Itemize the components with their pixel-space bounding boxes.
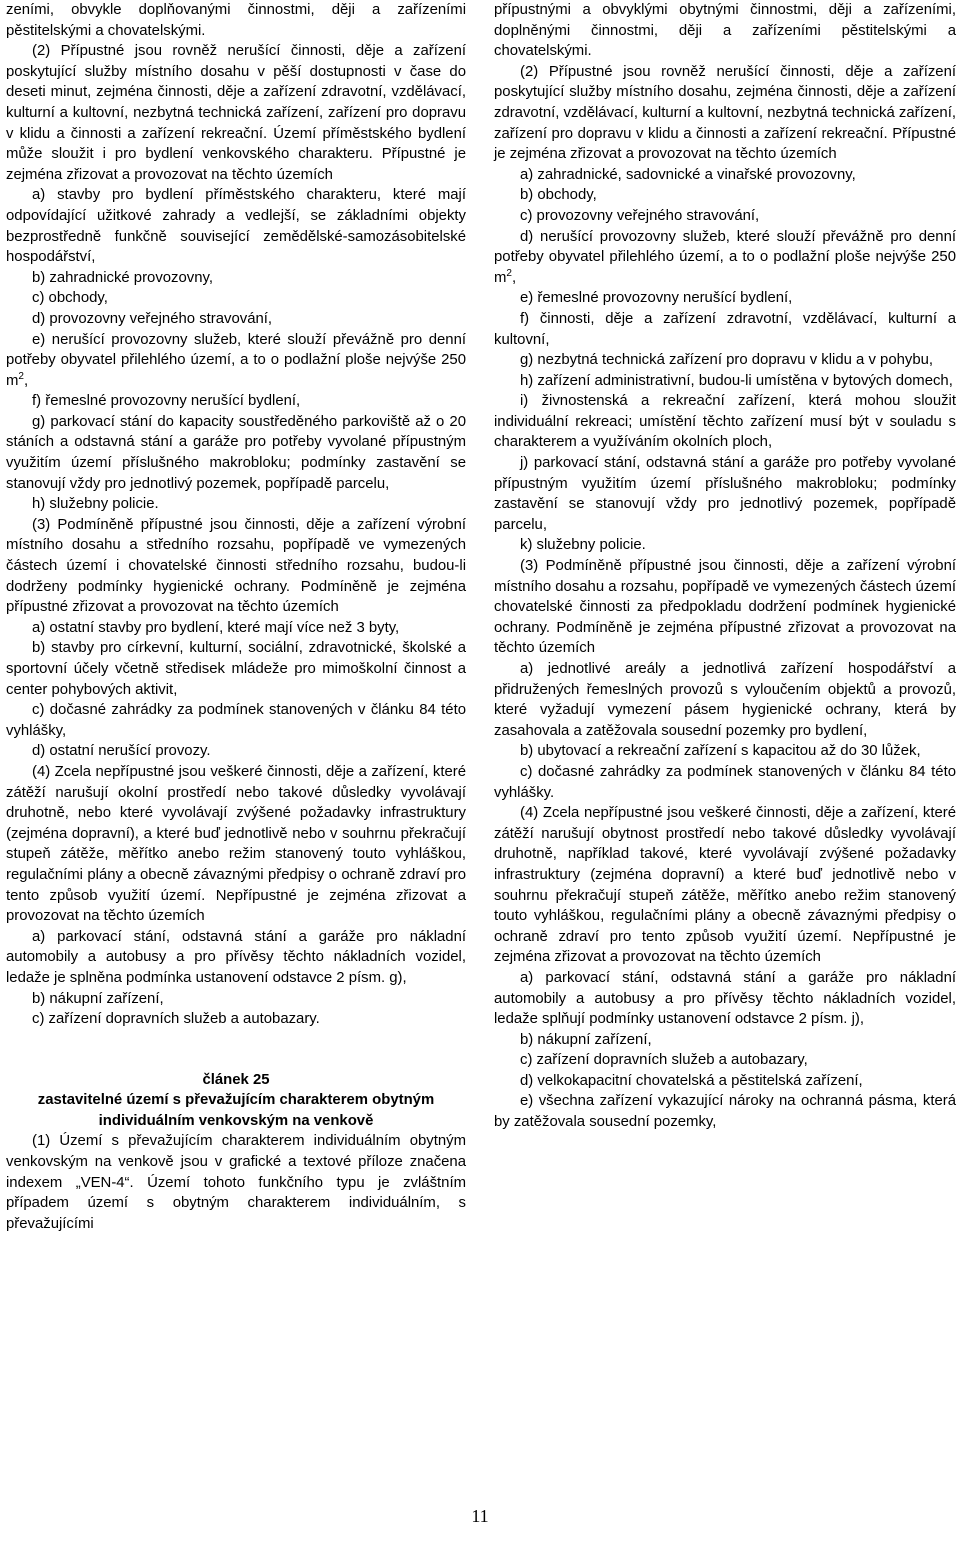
spacer [6, 1030, 466, 1070]
list-item: c) dočasné zahrádky za podmínek stanovených v článku 84 této vyhlášky. [494, 763, 956, 801]
right-column [494, 0, 956, 1133]
list-item: f) řemeslné provozovny nerušící bydlení, [32, 393, 301, 410]
list-item: c) obchody, [32, 290, 108, 307]
list-item: b) obchody, [520, 187, 597, 204]
list-item: a) parkovací stání, odstavná stání a garáže pro nákladní automobily a autobusy a pro přívěsy těchto nákladních vozidel, ledaže splňují podmínky ustanovení odstavce 2 písm. j), [494, 969, 956, 1028]
list-item-text-end: , [23, 372, 29, 389]
list-item: c) provozovny veřejného stravování, [520, 207, 760, 224]
paragraph: přípustnými a obvyklými obytnými činnostmi, ději a zařízeními, doplněnými činnostmi, ději a zařízeními pěstitelskými a chovatelskými. [494, 2, 956, 60]
superscript: 2 [506, 267, 512, 279]
list-item: g) nezbytná technická zařízení pro dopravu v klidu a v pohybu, [520, 352, 934, 369]
list-item: k) služebny policie. [520, 537, 646, 554]
list-item: d) velkokapacitní chovatelská a pěstitelská zařízení, [520, 1072, 863, 1089]
article-number: článek 25 [202, 1071, 270, 1088]
list-item: e) všechna zařízení vykazující nároky na ochranná pásma, která by zatěžovala sousední pozemky, [494, 1093, 956, 1131]
list-item: a) zahradnické, sadovnické a vinařské provozovny, [520, 166, 856, 183]
paragraph: (4) Zcela nepřípustné jsou veškeré činnosti, děje a zařízení, které zátěží narušují obytnost prostředí nebo takové důsledky vyvolávají druhotně, například takové, které vyvolávají zvýšené požadavky infrastruktury (zejména dopravní) a které buď jednotlivě nebo v souhrnu překračují stupeň zátěže, měřítko anebo režim stanovený touto vyhláškou, regulačními plány a obecně závaznými předpisy o ochraně zdraví pro tento způsob využití území. Nepřípustné je zejména zřizovat a provozovat na těchto územích [494, 805, 956, 966]
list-item: b) ubytovací a rekreační zařízení s kapacitou až do 30 lůžek, [520, 743, 921, 760]
list-item-text: d) nerušící provozovny služeb, které slouží převážně pro denní potřeby obyvatel přilehlého území, a to o podlažní ploše nejvýše 250 m [494, 228, 956, 286]
list-item: d) provozovny veřejného stravování, [32, 310, 273, 327]
list-item: c) dočasné zahrádky za podmínek stanovených v článku 84 této vyhlášky, [6, 702, 466, 739]
paragraph: (3) Podmíněně přípustné jsou činnosti, děje a zařízení výrobní místního dosahu a středního rozsahu, popřípadě ve vymezených částech území i chovatelské činnosti středního rozsahu, budou-li dodrženy podmínky hygienické ochrany. Podmíněně je zejména přípustné zřizovat a provozovat na těchto územích [6, 516, 466, 616]
list-item: e) řemeslné provozovny nerušící bydlení, [520, 290, 793, 307]
superscript: 2 [18, 370, 24, 382]
left-column [6, 0, 466, 1234]
paragraph: (3) Podmíněně přípustné jsou činnosti, děje a zařízení výrobní místního dosahu a rozsahu, popřípadě ve vymezených částech území chovatelské činnosti za předpokladu dodržení podmínek hygienické ochrany. Podmíněně je zejména přípustné zřizovat a provozovat na těchto územích [494, 558, 956, 657]
list-item: b) nákupní zařízení, [520, 1031, 652, 1048]
list-item-text-end: , [511, 269, 517, 286]
list-item: h) zařízení administrativní, budou-li umístěna v bytových domech, [520, 372, 953, 389]
paragraph: (4) Zcela nepřípustné jsou veškeré činnosti, děje a zařízení, které zátěží narušují okolní prostředí nebo takové důsledky vyvolávají druhotně, nebo které vyvolávají zvýšené požadavky infrastruktury (zejména dopravní), a které buď jednotlivě nebo v souhrnu překračují stupeň zátěže, měřítko anebo režim stanovený touto vyhláškou, regulačními plány a obecně závaznými předpisy o ochraně zdraví pro tento způsob využití území. Nepřípustné je zejména zřizovat a provozovat na těchto územích [6, 763, 466, 925]
page-number: 11 [471, 1506, 489, 1526]
list-item-text: e) nerušící provozovny služeb, které slouží převážně pro denní potřeby obyvatel přilehlého území, a to o podlažní ploše nejvýše 250 m [6, 331, 466, 389]
paragraph: zeními, obvykle doplňovanými činnostmi, ději a zařízeními pěstitelskými a chovatelskými. [6, 2, 466, 39]
list-item: i) živnostenská a rekreační zařízení, která mohou sloužit individuální rekreaci; umístění těchto zařízení musí být v souladu s charakterem a využíváním okolních ploch, [494, 393, 956, 451]
list-item: j) parkovací stání, odstavná stání a garáže pro potřeby vyvolané přípustným využitím území příslušného makrobloku; podmínky zastavění se stanovují vždy pro jednotlivý pozemek, popřípadě parcelu, [494, 455, 956, 533]
list-item: a) ostatní stavby pro bydlení, které mají více než 3 byty, [32, 619, 400, 636]
list-item: h) služebny policie. [32, 496, 159, 513]
list-item: c) zařízení dopravních služeb a autobazary, [520, 1052, 808, 1069]
paragraph: (2) Přípustné jsou rovněž nerušící činnosti, děje a zařízení poskytující služby místního dosahu, zejména činnosti, děje a zařízení zdravotní, vzdělávací, kulturní a kultovní, nezbytná technická zařízení, zařízení pro dopravu v klidu a činnosti a zařízení rekreační. Přípustné je zejména zřizovat a provozovat na těchto územích [494, 63, 956, 163]
list-item: d) ostatní nerušící provozy. [32, 743, 211, 760]
list-item: c) zařízení dopravních služeb a autobazary. [32, 1011, 320, 1028]
paragraph: (1) Území s převažujícím charakterem individuálním obytným venkovským na venkově jsou v grafické a textové příloze značena indexem „VEN-4“. Území tohoto funkčního typu je zvláštním případem území s obytným charakterem individuálním, s převažujícími [6, 1133, 466, 1232]
paragraph: (2) Přípustné jsou rovněž nerušící činnosti, děje a zařízení poskytující služby místního dosahu v pěší dostupnosti v čase do deseti minut, zejména činnosti, děje a zařízení zdravotní, vzdělávací, kulturní a kultovní, nezbytná technická zařízení, zařízení pro dopravu v klidu a činnosti a zařízení rekreační. Území příměstského bydlení může sloužit i pro bydlení venkovského charakteru. Přípustné je zejména zřizovat a provozovat na těchto územích [6, 43, 466, 183]
list-item: a) parkovací stání, odstavná stání a garáže pro nákladní automobily a autobusy a pro přívěsy těchto nákladních vozidel, ledaže je splněna podmínka ustanovení odstavce 2 písm. g), [6, 928, 466, 986]
list-item: f) činnosti, děje a zařízení zdravotní, vzdělávací, kulturní a kultovní, [494, 310, 956, 348]
list-item: b) nákupní zařízení, [32, 990, 164, 1007]
list-item: a) jednotlivé areály a jednotlivá zařízení hospodářství a přidružených řemeslných provozů s vyloučením objektů a provozů, které vyžadují vymezení pásem hygienické ochrany, která by zasahovala a zatěžovala sousední pozemky pro bydlení, [494, 661, 956, 739]
article-title: zastavitelné území s převažujícím charakterem obytným individuálním venkovským na venkově [37, 1092, 435, 1129]
list-item: b) stavby pro církevní, kulturní, sociální, zdravotnické, školské a sportovní účely včetně středisek mládeže pro mimoškolní činnost a center pohybových aktivit, [6, 640, 466, 698]
list-item: a) stavby pro bydlení příměstského charakteru, které mají odpovídající užitkové zahrady a vedlejší, se základními objekty bezprostředně funkčně související zemědělské-samozásobitelské hospodářství, [6, 187, 466, 266]
list-item [494, 227, 956, 289]
list-item [6, 330, 466, 392]
list-item: b) zahradnické provozovny, [32, 269, 213, 286]
list-item: g) parkovací stání do kapacity soustředěného parkoviště až o 20 stáních a odstavná stání a garáže pro potřeby vyvolané přípustným využitím území příslušného makrobloku; podmínky zastavění se stanovují vždy pro jednotlivý pozemek, popřípadě parcelu, [6, 413, 466, 492]
